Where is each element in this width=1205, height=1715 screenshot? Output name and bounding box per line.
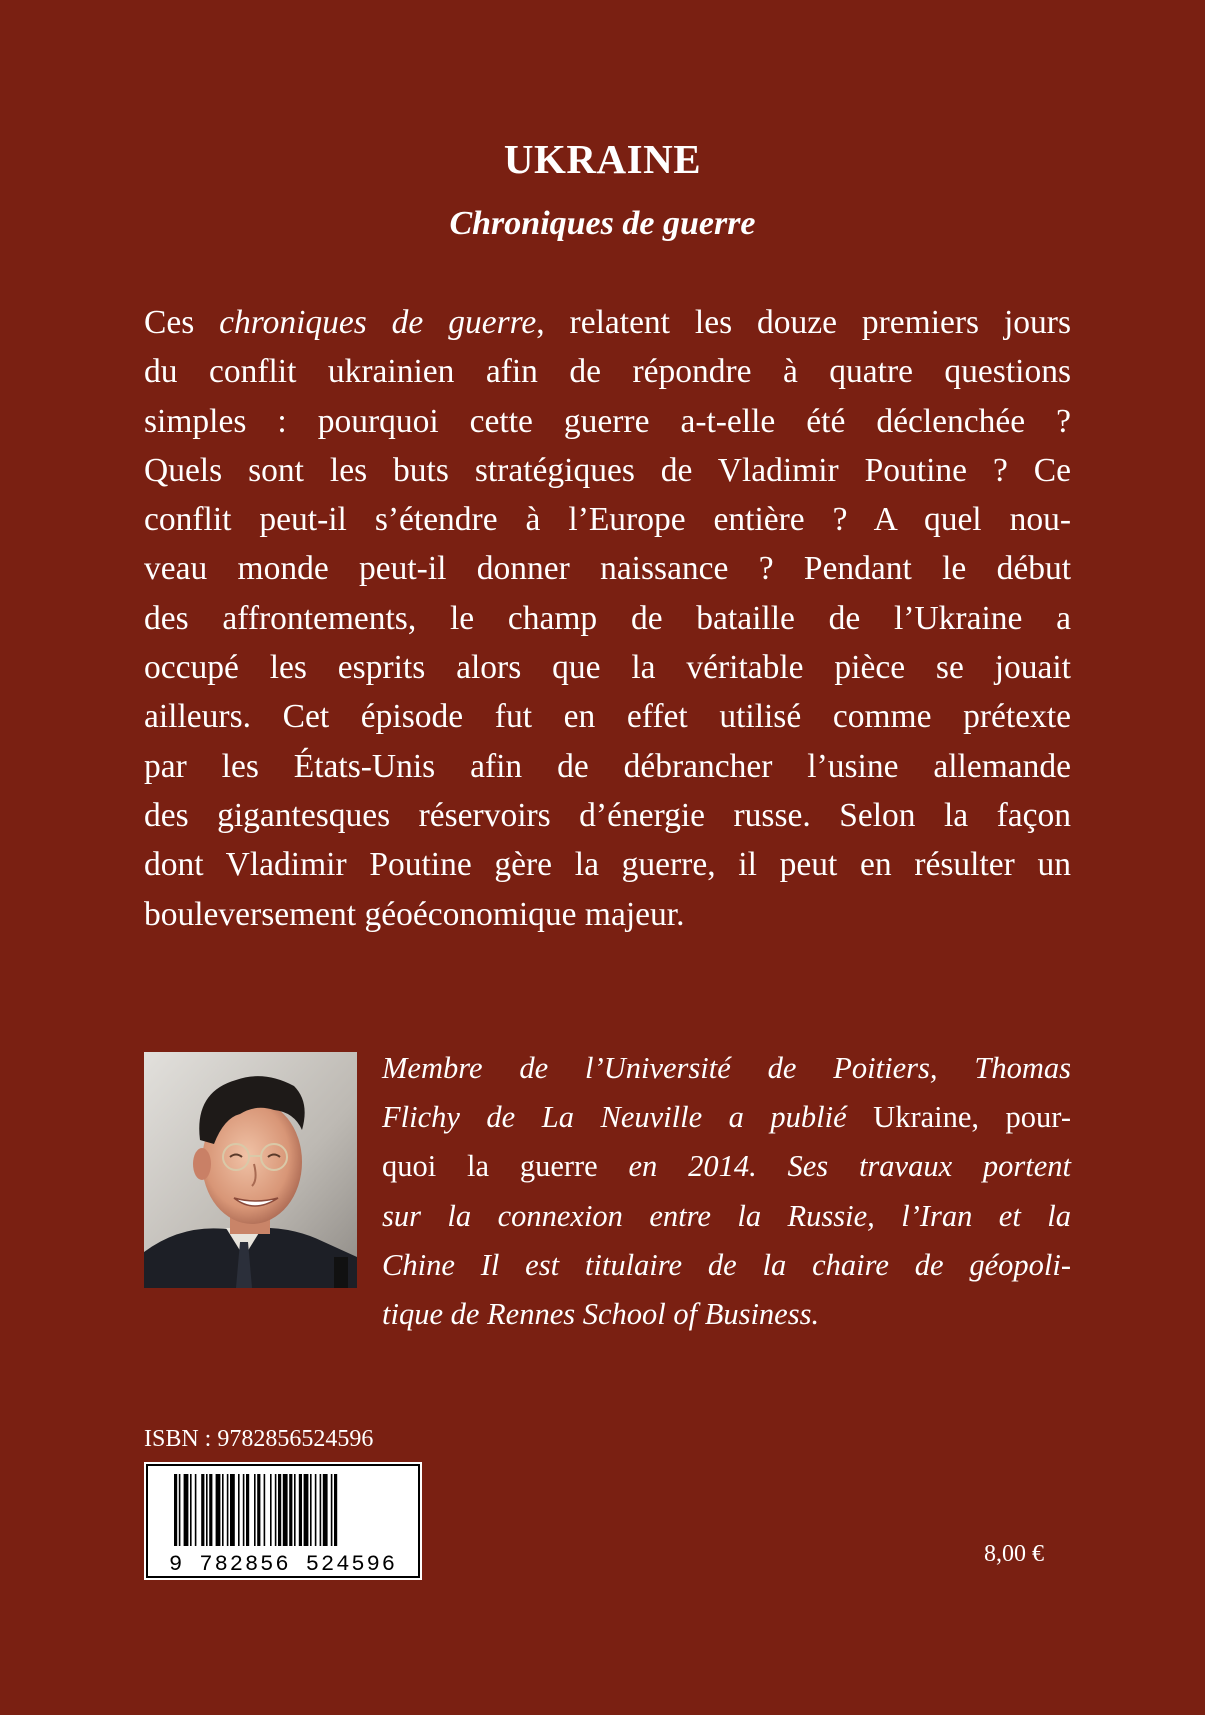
book-subtitle: Chroniques de guerre	[449, 205, 756, 242]
blurb-line: bouleversement géoéconomique majeur.	[144, 895, 685, 933]
bio-line: quoi la guerre en 2014. Ses travaux portent	[382, 1149, 1072, 1184]
blurb-line: dont Vladimir Poutine gère la guerre, il peut en résulter un	[144, 846, 1071, 884]
blurb-line: du conflit ukrainien afin de répondre à quatre questions	[144, 353, 1071, 391]
back-cover-blurb	[144, 298, 1071, 939]
blurb-line: des affrontements, le champ de bataille de l’Ukraine a	[144, 599, 1071, 637]
author-portrait-image	[144, 1052, 357, 1288]
blurb-line: des gigantesques réservoirs d’énergie russe. Selon la façon	[144, 796, 1071, 834]
blurb-line: veau monde peut-il donner naissance ? Pendant le début	[144, 550, 1071, 588]
bio-line: sur la connexion entre la Russie, l’Iran et la	[382, 1198, 1071, 1233]
blurb-line: occupé les esprits alors que la véritable pièce se jouait	[144, 649, 1071, 687]
bio-line: tique de Rennes School of Business.	[382, 1296, 820, 1331]
blurb-line: Quels sont les buts stratégiques de Vladimir Poutine ? Ce	[144, 451, 1071, 489]
bio-line: Membre de l’Université de Poitiers, Thomas	[382, 1051, 1071, 1085]
blurb-line: conflit peut-il s’étendre à l’Europe entière ? A quel nou-	[144, 501, 1071, 539]
author-bio	[382, 1044, 1071, 1339]
isbn-barcode	[144, 1462, 422, 1580]
blurb-line: simples : pourquoi cette guerre a-t-elle été déclenchée ?	[144, 402, 1071, 440]
bio-line: Chine Il est titulaire de la chaire de géopoli-	[382, 1247, 1071, 1282]
barcode-image	[144, 1462, 422, 1580]
blurb-line: ailleurs. Cet épisode fut en effet utilisé comme prétexte	[144, 698, 1071, 736]
blurb-line: par les États-Unis afin de débrancher l’usine allemande	[144, 747, 1071, 785]
isbn-label: ISBN : 9782856524596	[144, 1426, 374, 1452]
book-title: UKRAINE	[503, 136, 702, 182]
blurb-line: Ces chroniques de guerre, relatent les douze premiers jours	[144, 304, 1071, 341]
barcode-digits: 9 782856 524596	[168, 1552, 398, 1577]
bio-line: Flichy de La Neuville a publié Ukraine, pour-	[382, 1100, 1072, 1135]
price-label: 8,00 €	[984, 1541, 1044, 1567]
author-photo	[144, 1052, 357, 1288]
